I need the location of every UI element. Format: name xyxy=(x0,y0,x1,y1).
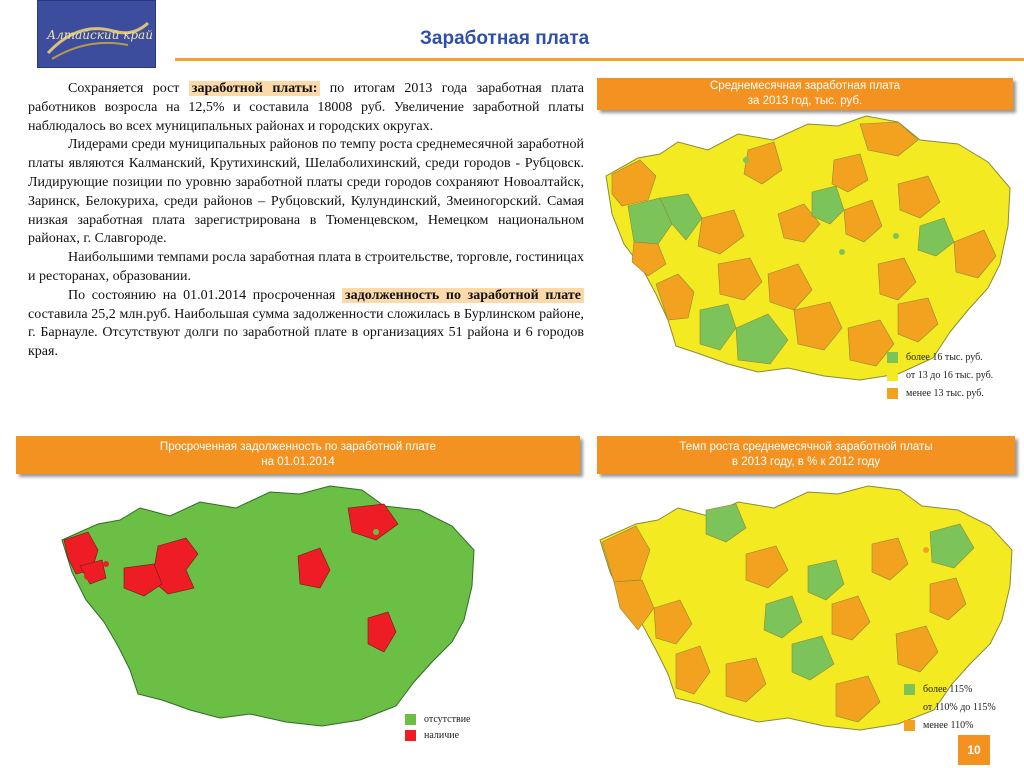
altai-krai-logo xyxy=(37,0,156,68)
page-number: 10 xyxy=(958,735,990,765)
legend-swatch xyxy=(887,370,898,381)
paragraph-4: По состоянию на 01.01.2014 просроченная задолженность по заработной плате составила 25,2 млн.руб. Наибольшая сумма задолженности сложилась в Бурлинском районе, г. Барнауле. Отсутствуют долги по заработной плате в организациях 51 района и 6 городов края. xyxy=(28,287,584,360)
legend-swatch xyxy=(887,352,898,363)
paragraph-1: Сохраняется рост заработной платы: по итогам 2013 года заработная плата работников возросла на 12,5% и составила 18008 руб. Увеличение заработной платы наблюдалось во всех муниципальных районах и городских округах. xyxy=(28,81,584,134)
paragraph-2: Лидерами среди муниципальных районов по темпу роста среднемесячной заработной платы являются Калманский, Крутихинский, Шелаболихинский, среди городов - Рубцовск. Лидирующие позиции по уровню заработной платы среди городов сохраняют Новоалтайск, Заринск, Белокуриха, среди районов – Рубцовский, Кулундинский, Змеиногорский. Самая низкая заработная плата зарегистрирована в Тюменцевском, Немецком национальном районах, г. Славгороде. xyxy=(28,137,584,247)
growth-legend-item-high: более 115% xyxy=(904,680,1019,698)
logo-emblem-icon xyxy=(38,1,156,68)
legend-swatch xyxy=(405,730,416,741)
highlight-wages: заработной платы: xyxy=(189,81,321,96)
salary-map-banner: Среднемесячная заработная плата за 2013 год, тыс. руб. xyxy=(597,78,1013,110)
salary-legend-item-high: более 16 тыс. руб. xyxy=(887,348,1017,366)
debt-legend xyxy=(405,711,525,743)
salary-map xyxy=(598,114,1016,384)
page-title: Заработная плата xyxy=(420,28,590,49)
salary-legend xyxy=(887,348,1017,402)
salary-map-svg xyxy=(598,114,1016,384)
debt-legend-item-none: отсутствие xyxy=(405,711,525,727)
logo-text: Алтайский край xyxy=(47,28,153,42)
paragraph-3: Наибольшими темпами росла заработная плата в строительстве, торговле, гостиницах и ресторанах, образовании. xyxy=(28,250,584,284)
growth-legend-item-low: менее 110% xyxy=(904,716,1019,734)
salary-legend-item-mid: от 13 до 16 тыс. руб. xyxy=(887,366,1017,384)
highlight-debt: задолженность по заработной плате xyxy=(342,288,584,303)
body-text xyxy=(28,80,584,362)
growth-legend xyxy=(904,680,1019,734)
growth-legend-item-mid: от 110% до 115% xyxy=(904,698,1019,716)
legend-swatch xyxy=(904,720,915,731)
debt-legend-item-present: наличие xyxy=(405,727,525,743)
debt-map xyxy=(58,484,480,728)
legend-swatch xyxy=(405,714,416,725)
legend-swatch xyxy=(904,684,915,695)
title-divider xyxy=(175,58,1024,61)
legend-swatch xyxy=(904,702,915,713)
growth-map-banner: Темп роста среднемесячной заработной платы в 2013 году, в % к 2012 году xyxy=(597,436,1015,474)
debt-map-svg xyxy=(58,484,480,728)
legend-swatch xyxy=(887,388,898,399)
debt-map-banner: Просроченная задолженность по заработной плате на 01.01.2014 xyxy=(16,436,580,474)
salary-legend-item-low: менее 13 тыс. руб. xyxy=(887,384,1017,402)
